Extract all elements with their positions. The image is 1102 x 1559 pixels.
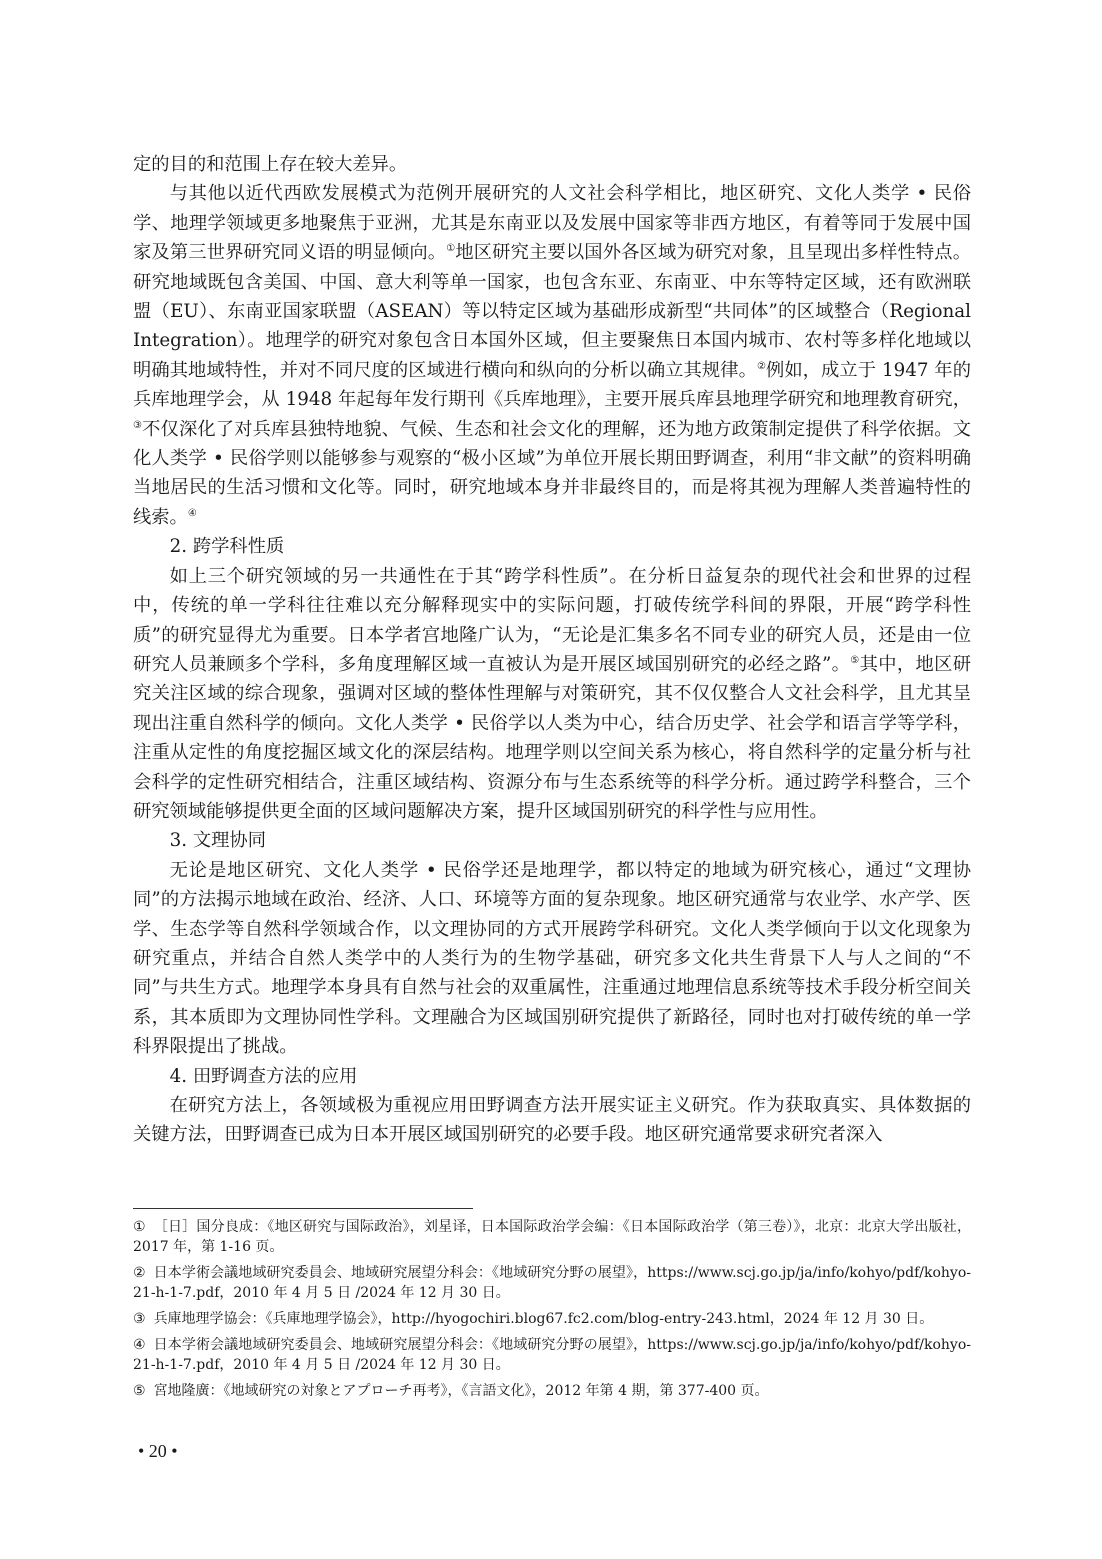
footnote-mark: ⑤ xyxy=(133,1383,146,1399)
footnote-text: 兵庫地理学協会：《兵庫地理学協会》，http://hyogochiri.blog67.fc2.com/blog-entry-243.html，2024 年 12 月 30 日。 xyxy=(153,1311,934,1327)
paragraph: 与其他以近代西欧发展模式为范例开展研究的人文社会科学相比，地区研究、文化人类学 • 民俗学、地理学领域更多地聚焦于亚洲，尤其是东南亚以及发展中国家等非西方地区，有着等同于发展中国家及第三世界研究同义语的明显倾向。①地区研究主要以国外各区域为研究对象，且呈现出多样性特点。研究地域既包含美国、中国、意大利等单一国家，也包含东亚、东南亚、中东等特定区域，还有欧洲联盟（EU）、东南亚国家联盟（ASEAN）等以特定区域为基础形成新型“共同体”的区域整合（Regional Integration）。地理学的研究对象包含日本国外区域，但主要聚焦日本国内城市、农村等多样化地域以明确其地域特性，并对不同尺度的区域进行横向和纵向的分析以确立其规律。②例如，成立于 1947 年的兵库地理学会，从 1948 年起每年发行期刊《兵库地理》，主要开展兵库县地理学研究和地理教育研究，③不仅深化了对兵库县独特地貌、气候、生态和社会文化的理解，还为地方政策制定提供了科学依据。文化人类学 • 民俗学则以能够参与观察的“极小区域”为单位开展长期田野调查，利用“非文献”的资料明确当地居民的生活习惯和文化等。同时，研究地域本身并非最终目的，而是将其视为理解人类普遍特性的线索。④ xyxy=(133,183,972,528)
footnote-mark: ④ xyxy=(133,1337,146,1353)
footnote xyxy=(133,1335,971,1375)
page-number: • 20 • xyxy=(138,1441,178,1461)
footnote-mark: ② xyxy=(133,1265,146,1281)
paragraph: 定的目的和范围上存在较大差异。 xyxy=(133,154,408,175)
footnote-mark: ① xyxy=(133,1219,146,1235)
footnote-ref[interactable]: ⑤ xyxy=(850,654,860,666)
section-heading: 2. 跨学科性质 xyxy=(169,536,285,558)
footnote-ref[interactable]: ① xyxy=(446,243,456,255)
footnote xyxy=(133,1263,971,1303)
footnote-divider xyxy=(133,1208,473,1209)
footnote-ref[interactable]: ② xyxy=(756,360,766,372)
footnote-text: ［日］国分良成：《地区研究与国际政治》，刘星译，日本国际政治学会编：《日本国际政治学（第三卷）》，北京：北京大学出版社，2017 年，第 1-16 页。 xyxy=(133,1219,971,1255)
footnote-mark: ③ xyxy=(133,1311,146,1327)
footnote-text: 宮地隆廣：《地域研究の対象とアプローチ再考》，《言語文化》，2012 年第 4 期，第 377-400 页。 xyxy=(153,1383,769,1399)
section-heading: 3. 文理协同 xyxy=(169,830,266,852)
footnote-text: 日本学術会議地域研究委員会、地域研究展望分科会：《地域研究分野の展望》，https://www.scj.go.jp/ja/info/kohyo/pdf/kohyo-21-h-1-7.pdf，2010 年 4 月 5 日 /2024 年 12 月 30 日。 xyxy=(133,1337,971,1373)
footnote-ref[interactable]: ④ xyxy=(187,507,197,519)
paragraph: 在研究方法上，各领域极为重视应用田野调查方法开展实证主义研究。作为获取真实、具体数据的关键方法，田野调查已成为日本开展区域国别研究的必要手段。地区研究通常要求研究者深入 xyxy=(133,1095,971,1146)
footnote xyxy=(133,1217,971,1257)
footnote xyxy=(133,1381,971,1401)
footnote-ref[interactable]: ③ xyxy=(133,419,143,431)
paragraph: 如上三个研究领域的另一共通性在于其“跨学科性质”。在分析日益复杂的现代社会和世界的过程中，传统的单一学科往往难以充分解释现实中的实际问题，打破传统学科间的界限，开展“跨学科性质”的研究显得尤为重要。日本学者宫地隆广认为，“无论是汇集多名不同专业的研究人员，还是由一位研究人员兼顾多个学科，多角度理解区域一直被认为是开展区域国别研究的必经之路”。⑤其中，地区研究关注区域的综合现象，强调对区域的整体性理解与对策研究，其不仅仅整合人文社会科学，且尤其呈现出注重自然科学的倾向。文化人类学 • 民俗学以人类为中心，结合历史学、社会学和语言学等学科，注重从定性的角度挖掘区域文化的深层结构。地理学则以空间关系为核心，将自然科学的定量分析与社会科学的定性研究相结合，注重区域结构、资源分布与生态系统等的科学分析。通过跨学科整合，三个研究领域能够提供更全面的区域问题解决方案，提升区域国别研究的科学性与应用性。 xyxy=(133,565,971,822)
paragraph: 无论是地区研究、文化人类学 • 民俗学还是地理学，都以特定的地域为研究核心，通过“文理协同”的方法揭示地域在政治、经济、人口、环境等方面的复杂现象。地区研究通常与农业学、水产学、医学、生态学等自然科学领域合作，以文理协同的方式开展跨学科研究。文化人类学倾向于以文化现象为研究重点，并结合自然人类学中的人类行为的生物学基础，研究多文化共生背景下人与人之间的“不同”与共生方式。地理学本身具有自然与社会的双重属性，注重通过地理信息系统等技术手段分析空间关系，其本质即为文理协同性学科。文理融合为区域国别研究提供了新路径，同时也对打破传统的单一学科界限提出了挑战。 xyxy=(133,859,971,1058)
footnote-text: 日本学術会議地域研究委員会、地域研究展望分科会：《地域研究分野の展望》，https://www.scj.go.jp/ja/info/kohyo/pdf/kohyo-21-h-1-7.pdf，2010 年 4 月 5 日 /2024 年 12 月 30 日。 xyxy=(133,1265,971,1301)
section-heading: 4. 田野调查方法的应用 xyxy=(169,1065,358,1087)
footnote xyxy=(133,1309,971,1329)
footnotes xyxy=(133,1217,971,1407)
body-text xyxy=(133,150,971,1150)
